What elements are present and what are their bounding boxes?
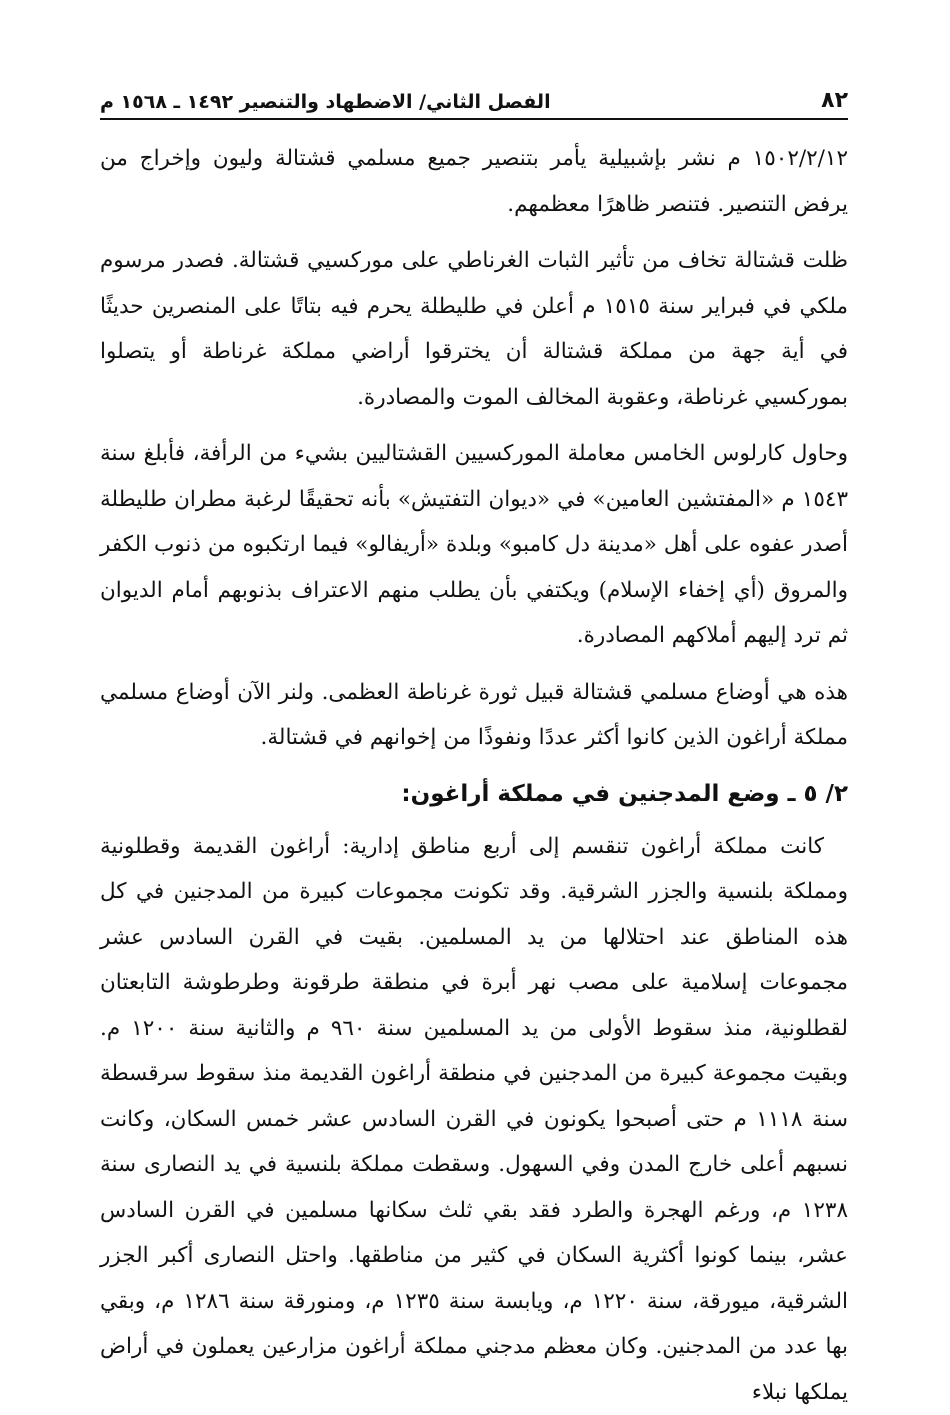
book-page: [100, 78, 848, 1348]
paragraph-aragon: كانت مملكة أراغون تنقسم إلى أربع مناطق إدارية: أراغون القديمة وقطلونية ومملكة بلنسية والجزر الشرقية. وقد تكونت مجموعات كبيرة من المدجنين في كل هذه المناطق عند احتلالها من يد المسلمين. بقيت في القرن السادس عشر مجموعات إسلامية على مصب نهر أبرة في منطقة طرقونة وطرطوشة التابعتان لقطلونية، منذ سقوط الأولى من يد المسلمين سنة ٩٦٠ م والثانية سنة ١٢٠٠ م. وبقيت مجموعة كبيرة من المدجنين في منطقة أراغون القديمة منذ سقوط سرقسطة سنة ١١١٨ م حتى أصبحوا يكونون في القرن السادس عشر خمس السكان، وكانت نسبهم أعلى خارج المدن وفي السهول. وسقطت مملكة بلنسية في يد النصارى سنة ١٢٣٨ م، ورغم الهجرة والطرد فقد بقي ثلث سكانها مسلمين في القرن السادس عشر، بينما كونوا أكثرية السكان في كثير من مناطقها. واحتل النصارى أكبر الجزر الشرقية، ميورقة، سنة ١٢٢٠ م، ويابسة سنة ١٢٣٥ م، ومنورقة سنة ١٢٨٦ م، وبقي بها عدد من المدجنين. وكان معظم مدجني مملكة أراغون مزارعين يعملون في أراض يملكها نبلاء: [100, 824, 848, 1415]
paragraph-decree-seville: ١٥٠٢/٢/١٢ م نشر بإشبيلية يأمر بتنصير جميع مسلمي قشتالة وليون وإخراج من يرفض التنصير. فتنصر ظاهرًا معظمهم.: [100, 136, 848, 227]
running-header: [100, 78, 848, 120]
paragraph-transition: هذه هي أوضاع مسلمي قشتالة قبيل ثورة غرناطة العظمى. ولنر الآن أوضاع مسلمي مملكة أراغون الذين كانوا أكثر عددًا ونفوذًا من إخوانهم في قشتالة.: [100, 670, 848, 761]
body-text: [100, 136, 848, 1415]
chapter-title: الفصل الثاني/ الاضطهاد والتنصير ١٤٩٢ ـ ١٥٦٨ م: [100, 91, 551, 114]
paragraph-castile-fear: ظلت قشتالة تخاف من تأثير الثبات الغرناطي على موركسيي قشتالة. فصدر مرسوم ملكي في فبراير سنة ١٥١٥ م أعلن في طليطلة يحرم فيه بتاتًا على المنصرين حديثًا في أية جهة من مملكة قشتالة أن يخترقوا أراضي مملكة غرناطة أو يتصلوا بموركسيي غرناطة، وعقوبة المخالف الموت والمصادرة.: [100, 238, 848, 420]
paragraph-charles-v: وحاول كارلوس الخامس معاملة الموركسيين القشتاليين بشيء من الرأفة، فأبلغ سنة ١٥٤٣ م «المفتشين العامين» في «ديوان التفتيش» بأنه تحقيقًا لرغبة مطران طليطلة أصدر عفوه على أهل «مدينة دل كامبو» وبلدة «أريفالو» فيما ارتكبوه من ذنوب الكفر والمروق (أي إخفاء الإسلام) ويكتفي بأن يطلب منهم الاعتراف بذنوبهم أمام الديوان ثم ترد إليهم أملاكهم المصادرة.: [100, 431, 848, 659]
page-number: ٨٢: [821, 88, 848, 114]
section-heading: ٢/ ٥ ـ وضع المدجنين في مملكة أراغون:: [100, 772, 848, 816]
